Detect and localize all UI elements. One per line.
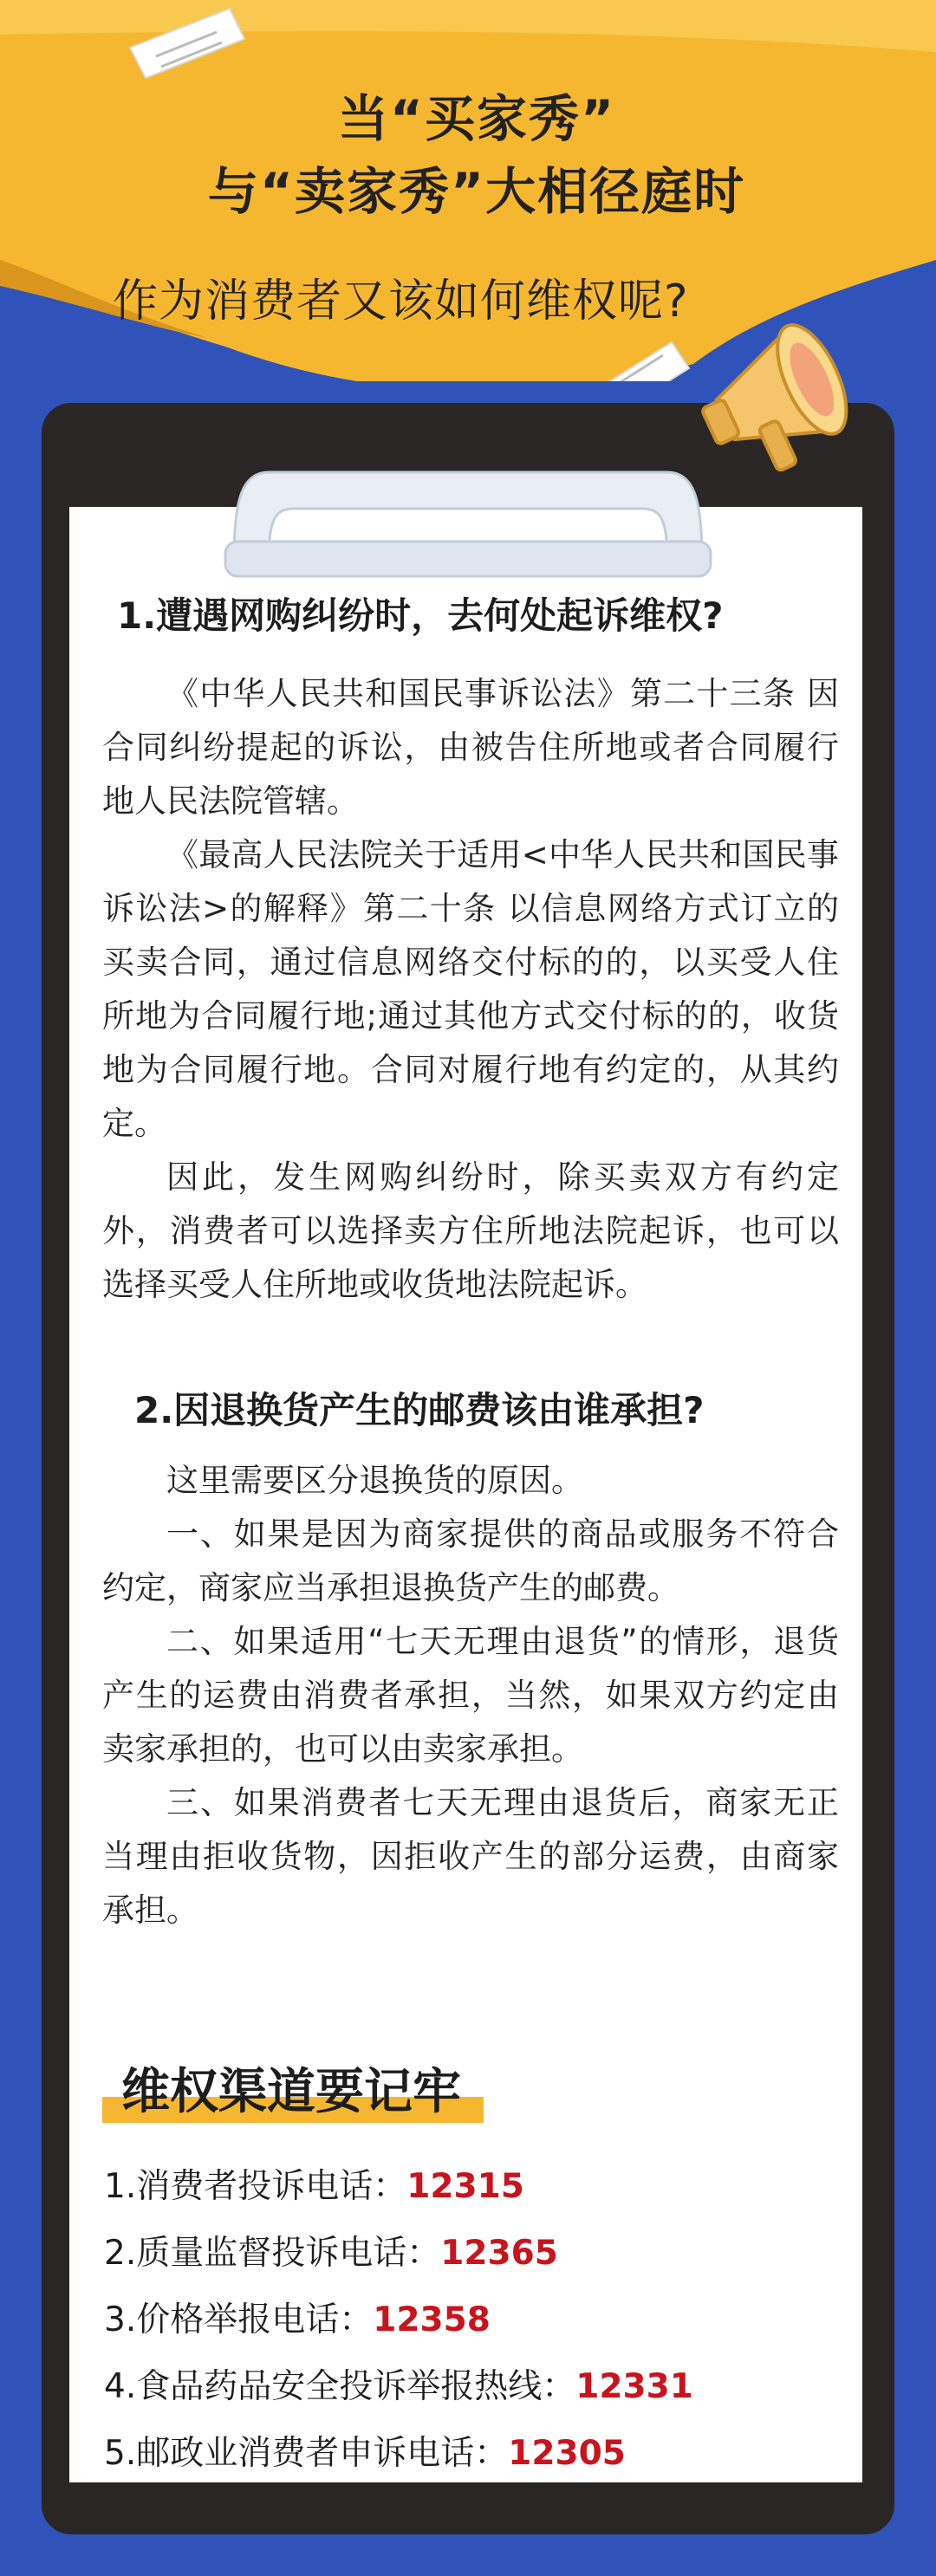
paragraph: 《中华人民共和国民事诉讼法》第二十三条 因合同纠纷提起的诉讼，由被告住所地或者合同履行地人民法院管辖。 bbox=[102, 675, 839, 820]
paragraph: 这里需要区分退换货的原因。 bbox=[166, 1462, 583, 1499]
paragraph: 三、如果消费者七天无理由退货后，商家无正当理由拒收货物，因拒收产生的部分运费，由商家承担。 bbox=[102, 1784, 839, 1929]
hotline-item bbox=[104, 2287, 693, 2353]
paragraph: 二、如果适用“七天无理由退货”的情形，退货产生的运费由消费者承担，当然，如果双方约定由卖家承担的，也可以由卖家承担。 bbox=[102, 1623, 839, 1768]
hotline-label: 5.邮政业消费者申诉电话： bbox=[104, 2434, 509, 2473]
hotline-number: 12365 bbox=[440, 2234, 558, 2273]
hotline-item bbox=[104, 2353, 693, 2420]
hotline-label: 2.质量监督投诉电话： bbox=[104, 2234, 441, 2273]
hotline-label: 1.消费者投诉电话： bbox=[104, 2167, 407, 2206]
title-line-1: 当“买家秀” bbox=[337, 89, 616, 148]
section-2-title: 2.因退换货产生的邮费该由谁承担? bbox=[134, 1389, 705, 1431]
page-subtitle: 作为消费者又该如何维权呢? bbox=[113, 276, 689, 328]
hotline-item bbox=[104, 2153, 693, 2220]
section-2-body bbox=[102, 1454, 839, 1937]
hotline-item bbox=[104, 2220, 693, 2287]
megaphone-icon bbox=[689, 286, 914, 511]
hotline-number: 12315 bbox=[406, 2167, 524, 2206]
hotline-list bbox=[104, 2153, 693, 2487]
hotline-number: 12305 bbox=[508, 2434, 626, 2473]
channels-title: 维权渠道要记牢 bbox=[121, 2064, 461, 2120]
hotline-number: 12358 bbox=[373, 2300, 491, 2339]
section-1-body bbox=[102, 667, 839, 1312]
paragraph: 《最高人民法院关于适用<中华人民共和国民事诉讼法>的解释》第二十条 以信息网络方式订立的买卖合同，通过信息网络交付标的的，以买受人住所地为合同履行地;通过其他方式交付标的的，收货地为合同履行地。合同对履行地有约定的，从其约定。 bbox=[102, 836, 839, 1142]
title-line-2: 与“卖家秀”大相径庭时 bbox=[207, 162, 746, 221]
section-1-title: 1.遭遇网购纠纷时，去何处起诉维权? bbox=[117, 594, 724, 637]
clipboard-clip-icon bbox=[217, 446, 719, 585]
paragraph: 一、如果是因为商家提供的商品或服务不符合约定，商家应当承担退换货产生的邮费。 bbox=[102, 1515, 839, 1606]
paragraph: 因此，发生网购纠纷时，除买卖双方有约定外，消费者可以选择卖方住所地法院起诉，也可以选择买受人住所地或收货地法院起诉。 bbox=[102, 1158, 839, 1303]
hotline-label: 3.价格举报电话： bbox=[104, 2300, 374, 2339]
hotline-item bbox=[104, 2420, 693, 2487]
hotline-label: 4.食品药品安全投诉举报热线： bbox=[104, 2367, 576, 2406]
page-title bbox=[0, 82, 936, 228]
hotline-number: 12331 bbox=[575, 2367, 693, 2406]
